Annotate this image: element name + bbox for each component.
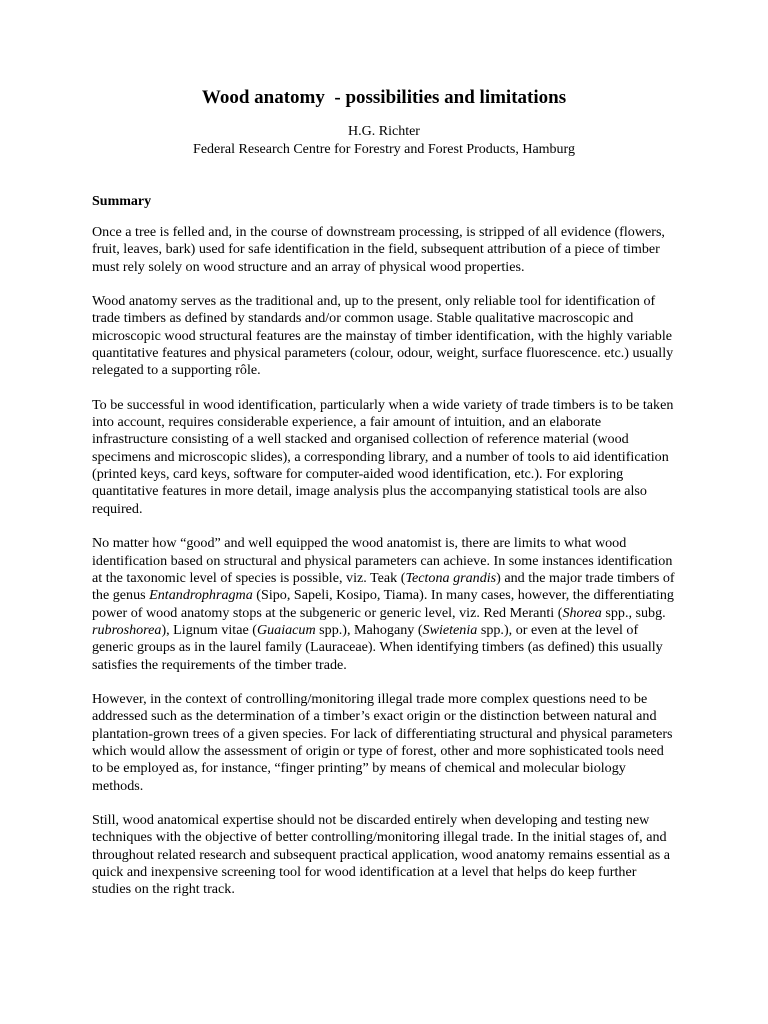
p4-text-k: spp.), Mahogany ( (315, 621, 423, 638)
p4-text-c: ) and the major trade timbers of the genus (92, 569, 675, 604)
p4-text-a: No matter how “good” and well equipped the wood anatomist is, there are limits to what wood identification based on structural and physical parameters can achieve. In some instances identification at the taxonomic level of species is possible, viz. Teak ( (92, 535, 673, 586)
paragraph-6: Still, wood anatomical expertise should not be discarded entirely when developing and testing new techniques with the objective of better controlling/monitoring illegal trade. In the initial stages of, and throughout related research and subsequent practical application, wood anatomy remains essential as a quick and inexpensive screening tool for wood identification at a level that helps do keep further studies on the right track. (92, 811, 671, 898)
p4-genus-swietenia: Swietenia (422, 621, 478, 638)
paragraph-1: Once a tree is felled and, in the course of downstream processing, is stripped of all evidence (flowers, fruit, leaves, bark) used for safe identification in the field, subsequent attribution of a piece of timber must rely solely on wood structure and an array of physical wood properties. (92, 224, 665, 275)
paper-title: Wood anatomy - possibilities and limitations (201, 87, 567, 108)
p4-species-tectona: Tectona grandis (405, 569, 497, 586)
p4-genus-guaiacum: Guaiacum (256, 621, 316, 638)
p4-genus-entandrophragma: Entandrophragma (149, 587, 253, 604)
p4-text-m: spp.), or even at the level of generic groups as in the laurel family (Lauraceae). When identifying timbers (as defined) this usually satisfies the requirements of the timber trade. (92, 621, 663, 673)
p4-subgenus-rubroshorea: rubroshorea (92, 621, 162, 638)
paragraph-3: To be successful in wood identification, particularly when a wide variety of trade timbers is to be taken into account, requires considerable experience, a fair amount of intuition, and an elaborate infrastructure consisting of a well stacked and organised collection of reference material (wood specimens and microscopic slides), a corresponding library, and a number of tools to aid identification (printed keys, card keys, software for computer-aided wood identification, etc.). For exploring quantitative features in more detail, image analysis plus the accompanying statistical tools are also required. (92, 396, 674, 517)
author-name: H.G. Richter (348, 124, 420, 139)
summary-heading: Summary (92, 194, 152, 209)
paragraph-4 (92, 535, 676, 674)
p4-text-e: (Sipo, Sapeli, Kosipo, Tiama). In many cases, however, the differentiating power of wood anatomy stops at the subgeneric or generic level, viz. Red Meranti ( (92, 587, 674, 621)
paragraph-2: Wood anatomy serves as the traditional and, up to the present, only reliable tool for identification of trade timbers as defined by standards and/or common usage. Stable qualitative macroscopic and microscopic wood structural features are the mainstay of timber identification, with the highly variable quantitative features and physical parameters (colour, odour, weight, surface fluorescence. etc.) usually relegated to a supporting rôle. (92, 293, 674, 379)
p4-genus-shorea: Shorea (562, 604, 602, 621)
p4-text-i: ), Lignum vitae ( (161, 621, 257, 638)
author-block (92, 123, 676, 159)
paragraph-5: However, in the context of controlling/monitoring illegal trade more complex questions need to be addressed such as the determination of a timber’s exact origin or the distinction between natural and plantation-grown trees of a given species. For lack of differentiating structural and physical parameters which would allow the assessment of origin or type of forest, other and more sophisticated tools need to be employed as, for instance, “finger printing” by means of chemical and molecular biology methods. (92, 690, 673, 794)
author-affiliation: Federal Research Centre for Forestry and Forest Products, Hamburg (193, 142, 575, 157)
p4-text-g: spp., subg. (601, 604, 666, 621)
